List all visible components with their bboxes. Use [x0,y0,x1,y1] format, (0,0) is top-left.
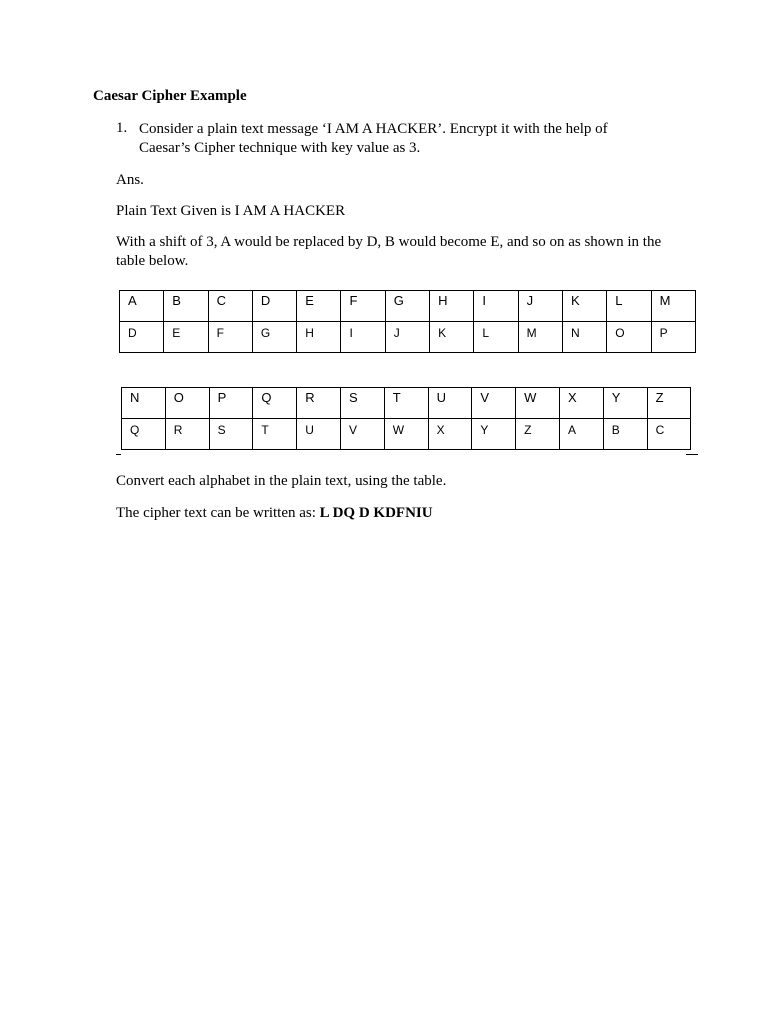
table-cell: Q [122,419,166,450]
table-cell: G [385,291,429,322]
shift-table-1 [119,290,696,353]
table-cell: L [607,291,651,322]
table-cell: W [384,419,428,450]
table-cell: L [474,322,518,353]
cipher-letters-row [122,419,691,450]
table-cell: C [647,419,691,450]
table-cell: F [208,322,252,353]
table-cell: V [340,419,384,450]
table-cell: I [341,322,385,353]
plain-letters-row [120,291,696,322]
shift-explanation: With a shift of 3, A would be replaced by D, B would become E, and so on as shown in the table below. [116,234,662,269]
table-cell: E [297,291,341,322]
table-cell: P [651,322,695,353]
table-cell: T [384,388,428,419]
table-cell: M [518,322,562,353]
table-cell: W [516,388,560,419]
table-cell: F [341,291,385,322]
table-cell: N [122,388,166,419]
convert-instruction: Convert each alphabet in the plain text, using the table. [116,473,447,489]
table-cell: K [562,291,606,322]
table-cell: T [253,419,297,450]
table-cell: E [164,322,208,353]
table-cell: D [120,322,164,353]
table-cell: Q [253,388,297,419]
table-cell: A [559,419,603,450]
table-cell: H [430,291,474,322]
table-cell: I [474,291,518,322]
table-cell: B [603,419,647,450]
table-cell: G [252,322,296,353]
table-cell: Z [516,419,560,450]
plain-text-line: Plain Text Given is I AM A HACKER [116,203,346,219]
cipher-result-text: L DQ D KDFNIU [319,505,433,521]
table-cell: X [559,388,603,419]
document-title: Caesar Cipher Example [93,88,247,104]
table-cell: J [518,291,562,322]
table-underline-left [116,454,121,455]
question-number: 1. [116,120,128,136]
table-cell: U [428,388,472,419]
table-cell: S [340,388,384,419]
shift-table-2 [121,387,691,450]
table-cell: Z [647,388,691,419]
cipher-result-prefix: The cipher text can be written as: [116,505,320,521]
answer-label: Ans. [116,172,144,188]
table-cell: O [165,388,209,419]
table-cell: J [385,322,429,353]
table-cell: S [209,419,253,450]
table-cell: C [208,291,252,322]
table-cell: O [607,322,651,353]
table-cell: R [297,388,341,419]
table-cell: D [252,291,296,322]
table-cell: V [472,388,516,419]
table-cell: R [165,419,209,450]
table-cell: Y [472,419,516,450]
table-cell: X [428,419,472,450]
table-cell: A [120,291,164,322]
table-cell: B [164,291,208,322]
question-text: Consider a plain text message ‘I AM A HACKER’. Encrypt it with the help of Caesar’s Cipher technique with key value as 3. [139,121,608,156]
table-underline-right [686,454,698,455]
table-cell: P [209,388,253,419]
table-cell: M [651,291,695,322]
table-cell: U [297,419,341,450]
table-cell: Y [603,388,647,419]
cipher-result-line [116,504,676,523]
table-cell: N [562,322,606,353]
table-cell: K [430,322,474,353]
plain-letters-row [122,388,691,419]
table-cell: H [297,322,341,353]
cipher-letters-row [120,322,696,353]
